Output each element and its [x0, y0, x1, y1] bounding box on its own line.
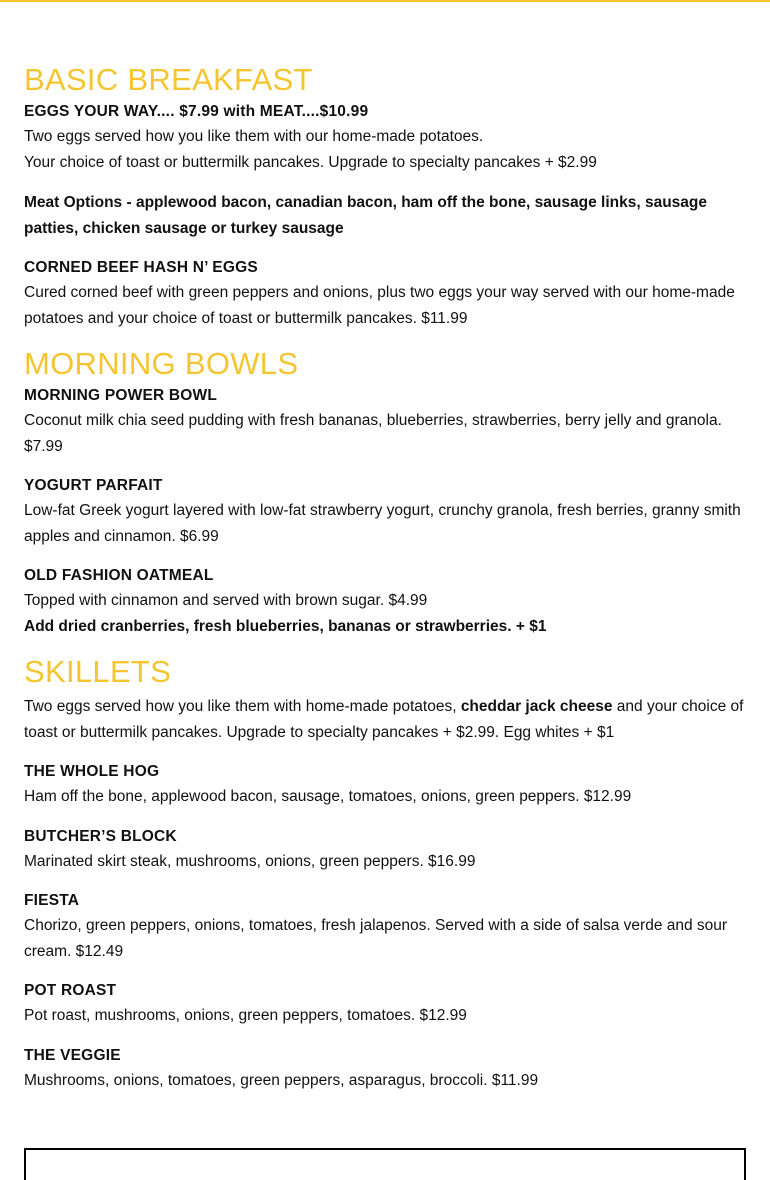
top-accent-rule: [0, 0, 770, 2]
item-description: Topped with cinnamon and served with brown sugar. $4.99: [24, 592, 428, 609]
menu-item-fiesta: [24, 889, 746, 964]
menu-item-pot-roast: [24, 979, 746, 1029]
skillets-intro-text: Two eggs served how you like them with home-made potatoes, cheddar jack cheese and your choice of toast or buttermilk pancakes. Upgrade to specialty pancakes + $2.99. Egg whites + $1: [24, 698, 744, 741]
item-title: THE WHOLE HOG: [24, 763, 160, 780]
item-title: FIESTA: [24, 892, 80, 909]
section-skillets: [24, 654, 746, 1093]
section-title-basic-breakfast: BASIC BREAKFAST: [24, 62, 313, 97]
section-basic-breakfast: [24, 62, 746, 331]
section-title-skillets: SKILLETS: [24, 654, 172, 689]
menu-item-yogurt-parfait: [24, 474, 746, 549]
menu-item-morning-power-bowl: [24, 384, 746, 459]
item-description: Pot roast, mushrooms, onions, green peppers, tomatoes. $12.99: [24, 1007, 467, 1024]
bottom-bordered-box: [24, 1148, 746, 1180]
skillets-intro: [24, 694, 746, 745]
item-description: Cured corned beef with green peppers and onions, plus two eggs your way served with our home-made potatoes and your choice of toast or buttermilk pancakes. $11.99: [24, 284, 735, 327]
menu-item-veggie: [24, 1044, 746, 1094]
meat-options-text: Meat Options - applewood bacon, canadian bacon, ham off the bone, sausage links, sausage patties, chicken sausage or turkey sausage: [24, 194, 707, 237]
menu-item-old-fashion-oatmeal: [24, 564, 746, 639]
item-description: Ham off the bone, applewood bacon, sausage, tomatoes, onions, green peppers. $12.99: [24, 788, 632, 805]
menu-item-butchers-block: [24, 825, 746, 875]
item-description: Chorizo, green peppers, onions, tomatoes, fresh jalapenos. Served with a side of salsa verde and sour cream. $12.49: [24, 917, 728, 960]
meat-options: [24, 190, 746, 241]
breakfast-menu: [24, 62, 746, 1108]
item-description: Coconut milk chia seed pudding with fresh bananas, blueberries, strawberries, berry jelly and granola. $7.99: [24, 412, 722, 455]
item-description: Two eggs served how you like them with our home-made potatoes. Your choice of toast or buttermilk pancakes. Upgrade to specialty pancakes + $2.99: [24, 128, 597, 171]
item-title: EGGS YOUR WAY.... $7.99 with MEAT....$10.99: [24, 103, 369, 120]
item-description: Marinated skirt steak, mushrooms, onions, green peppers. $16.99: [24, 852, 476, 870]
section-morning-bowls: [24, 346, 746, 639]
oatmeal-addon: Add dried cranberries, fresh blueberries, bananas or strawberries. + $1: [24, 617, 547, 635]
section-title-morning-bowls: MORNING BOWLS: [24, 346, 299, 381]
item-title: POT ROAST: [24, 982, 117, 999]
item-title: MORNING POWER BOWL: [24, 387, 218, 404]
menu-item-whole-hog: [24, 760, 746, 810]
item-title: OLD FASHION OATMEAL: [24, 567, 214, 584]
menu-item-corned-beef-hash: [24, 256, 746, 331]
item-description: Mushrooms, onions, tomatoes, green peppers, asparagus, broccoli. $11.99: [24, 1071, 539, 1089]
item-description: Low-fat Greek yogurt layered with low-fat strawberry yogurt, crunchy granola, fresh berries, granny smith apples and cinnamon. $6.99: [24, 502, 741, 545]
menu-item-eggs-your-way: [24, 100, 746, 175]
item-title: BUTCHER’S BLOCK: [24, 827, 177, 845]
item-title: THE VEGGIE: [24, 1046, 121, 1064]
item-title: YOGURT PARFAIT: [24, 477, 163, 494]
item-title: CORNED BEEF HASH N’ EGGS: [24, 259, 258, 276]
